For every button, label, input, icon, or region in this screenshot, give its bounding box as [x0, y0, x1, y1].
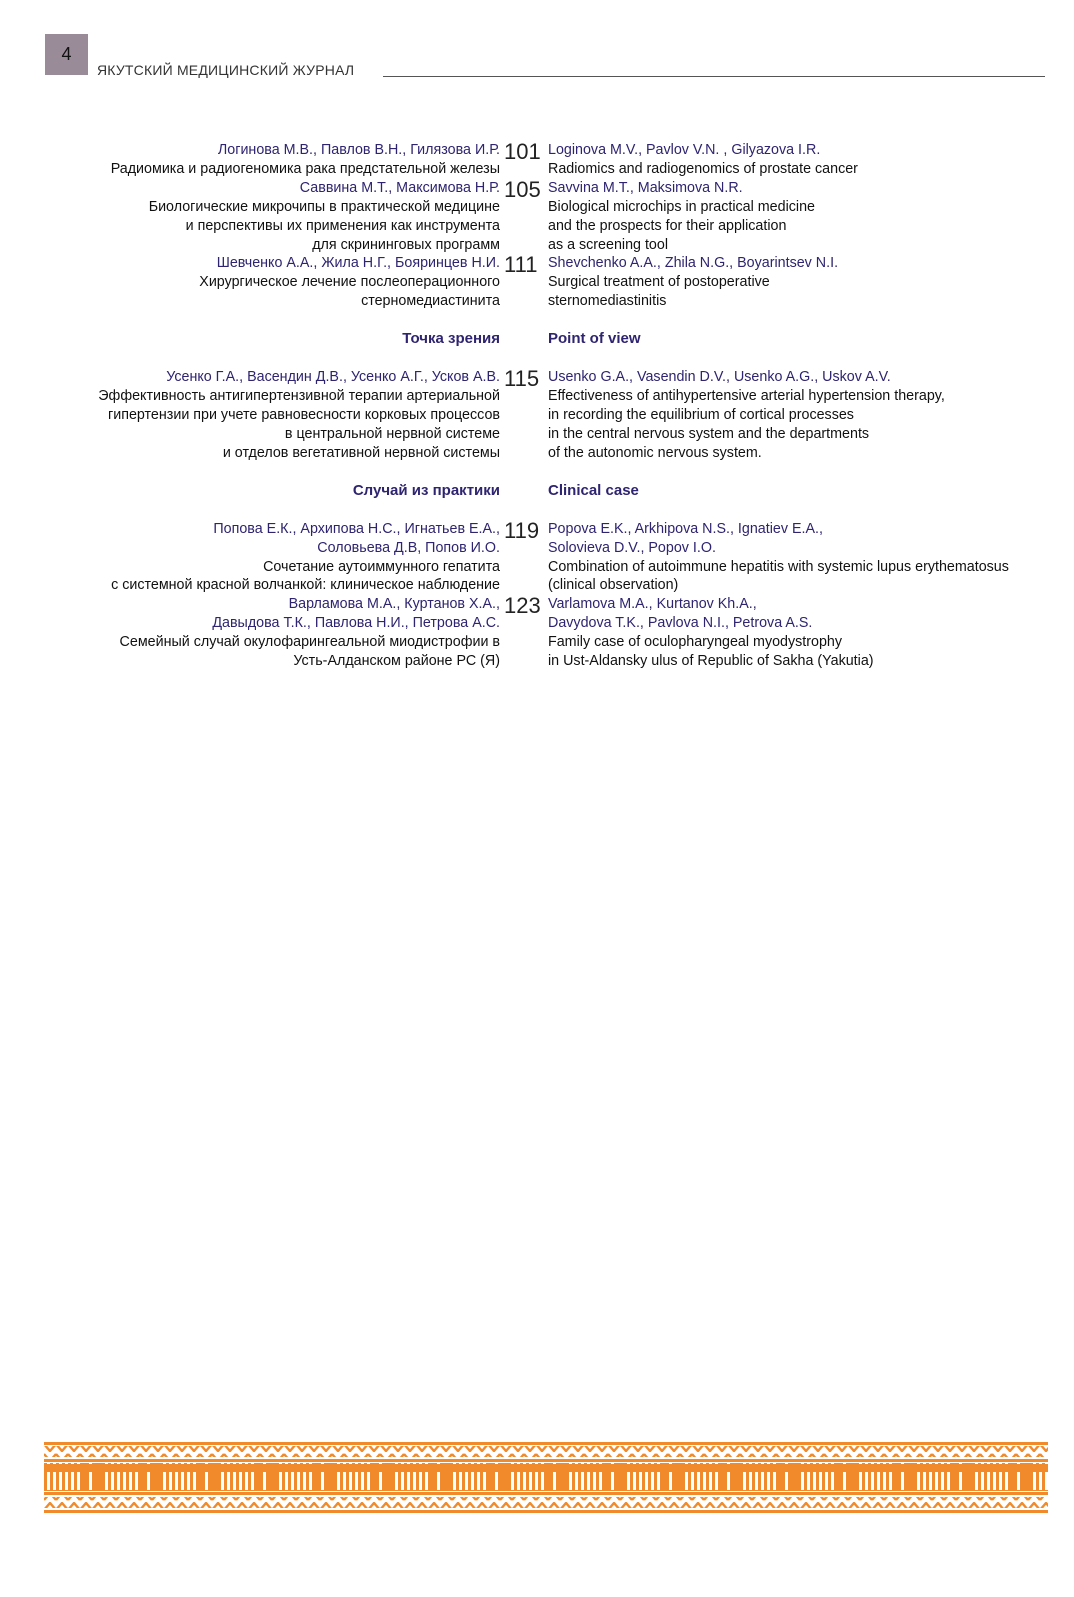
entry-en-title: of the autonomic nervous system.: [548, 444, 762, 461]
entry-en-title: Effectiveness of antihypertensive arterial hypertension therapy,: [548, 388, 945, 405]
toc-entry[interactable]: [0, 141, 1074, 179]
entry-ru-authors: Логинова М.В., Павлов В.Н., Гилязова И.Р.: [217, 142, 500, 158]
toc-entry[interactable]: [0, 176, 1074, 255]
entry-en-title: in Ust-Aldansky ulus of Republic of Sakha (Yakutia): [548, 653, 874, 670]
entry-en-authors: Usenko G.A., Vasendin D.V., Usenko A.G., Uskov A.V.: [548, 369, 891, 386]
entry-en-title: Radiomics and radiogenomics of prostate cancer: [548, 160, 858, 177]
entry-ru: [0, 179, 500, 255]
entry-en-title: Biological microchips in practical medicine: [548, 198, 815, 215]
entry-ru-title: в центральной нервной системе: [284, 425, 500, 442]
table-of-contents: [0, 141, 1074, 671]
entry-en-authors: Varlamova M.A., Kurtanov Kh.A.,: [548, 596, 757, 613]
entry-en-authors: Savvina M.T., Maksimova N.R.: [548, 179, 743, 196]
entry-en-title: and the prospects for their application: [548, 217, 787, 234]
entry-ru: [0, 368, 500, 463]
entry-ru: [0, 254, 500, 311]
entry-ru-authors: Саввина М.Т., Максимова Н.Р.: [299, 179, 500, 196]
entry-ru-authors: Варламова М.А., Куртанов Х.А.,: [288, 596, 500, 613]
entry-ru-title: с системной красной волчанкой: клиническое наблюдение: [111, 577, 500, 594]
toc-entry[interactable]: [0, 517, 1074, 596]
entry-page-number: 123: [504, 593, 541, 619]
entry-ru-title: Биологические микрочипы в практической медицине: [148, 198, 500, 215]
entry-ru-title: Семейный случай окулофарингеальной миодистрофии в: [119, 634, 500, 651]
entry-en: [548, 254, 1068, 311]
entry-ru: [0, 595, 500, 671]
entry-ru-title: гипертензии при учете равновесности корковых процессов: [108, 406, 500, 423]
entry-en-title: sternomediastinitis: [548, 293, 667, 310]
entry-page-number: 101: [504, 139, 541, 164]
entry-ru-authors: Попова Е.К., Архипова Н.С., Игнатьев Е.А.,: [213, 520, 500, 537]
entry-en-authors: Popova E.K., Arkhipova N.S., Ignatiev E.A.,: [548, 520, 823, 537]
entry-en-authors: Solovieva D.V., Popov I.O.: [548, 539, 716, 556]
entry-ru-title: и перспективы их применения как инструмента: [185, 217, 500, 234]
page-number: 4: [45, 34, 88, 75]
entry-page-number: 119: [504, 517, 540, 543]
toc-entry[interactable]: [0, 254, 1074, 311]
entry-ru-title: Эффективность антигипертензивной терапии артериальной: [98, 388, 500, 405]
entry-en-authors: Loginova M.V., Pavlov V.N. , Gilyazova I.R.: [548, 142, 821, 158]
entry-en: [548, 368, 1068, 463]
entry-page-number: 105: [504, 176, 541, 202]
entry-page-number: 115: [504, 366, 540, 392]
entry-ru-title: для скрининговых программ: [312, 236, 500, 253]
entry-en-title: Combination of autoimmune hepatitis with systemic lupus erythematosus: [548, 558, 1009, 575]
journal-title: ЯКУТСКИЙ МЕДИЦИНСКИЙ ЖУРНАЛ: [97, 62, 355, 78]
entry-en-title: as a screening tool: [548, 236, 669, 253]
entry-ru-authors: Соловьева Д.В, Попов И.О.: [317, 539, 500, 556]
section-heading-point-of-view: [0, 311, 1074, 368]
toc-entry[interactable]: [0, 368, 1074, 463]
entry-en-title: in recording the equilibrium of cortical processes: [548, 406, 854, 423]
section-heading-ru: Точка зрения: [402, 330, 500, 348]
section-heading-en: Clinical case: [548, 481, 639, 499]
toc-entry[interactable]: [0, 595, 1074, 671]
entry-en-title: (clinical observation): [548, 577, 679, 594]
entry-en: [548, 179, 1068, 255]
entry-en: [548, 595, 1068, 671]
header-divider: [383, 76, 1045, 77]
entry-ru-authors: Шевченко А.А., Жила Н.Г., Бояринцев Н.И.: [216, 255, 500, 272]
ornament-border: [44, 1442, 1048, 1515]
entry-ru: [0, 141, 500, 179]
entry-en-title: in the central nervous system and the departments: [548, 425, 870, 442]
section-heading-clinical-case: [0, 463, 1074, 520]
entry-en-authors: Davydova T.K., Pavlova N.I., Petrova A.S.: [548, 615, 813, 632]
entry-en-authors: Shevchenko A.A., Zhila N.G., Boyarintsev N.I.: [548, 255, 839, 272]
entry-ru-title: Сочетание аутоиммунного гепатита: [263, 558, 500, 575]
entry-en-title: Family case of oculopharyngeal myodystrophy: [548, 634, 843, 651]
entry-en: [548, 141, 1068, 179]
section-heading-ru: Случай из практики: [352, 481, 500, 499]
entry-page-number: 111: [504, 252, 538, 278]
entry-ru-title: Радиомика и радиогеномика рака предстательной железы: [110, 160, 500, 177]
entry-ru-authors: Давыдова Т.К., Павлова Н.И., Петрова А.С.: [212, 615, 500, 632]
entry-ru-title: Хирургическое лечение послеоперационного: [199, 274, 500, 291]
section-heading-en: Point of view: [548, 330, 641, 348]
entry-ru-title: и отделов вегетативной нервной системы: [222, 444, 500, 461]
entry-en: [548, 520, 1068, 596]
entry-ru: [0, 520, 500, 596]
entry-ru-authors: Усенко Г.А., Васендин Д.В., Усенко А.Г., Усков А.В.: [166, 369, 500, 386]
entry-ru-title: Усть-Алданском районе РС (Я): [293, 653, 500, 670]
entry-en-title: Surgical treatment of postoperative: [548, 274, 770, 291]
entry-ru-title: стерномедиастинита: [361, 293, 500, 310]
